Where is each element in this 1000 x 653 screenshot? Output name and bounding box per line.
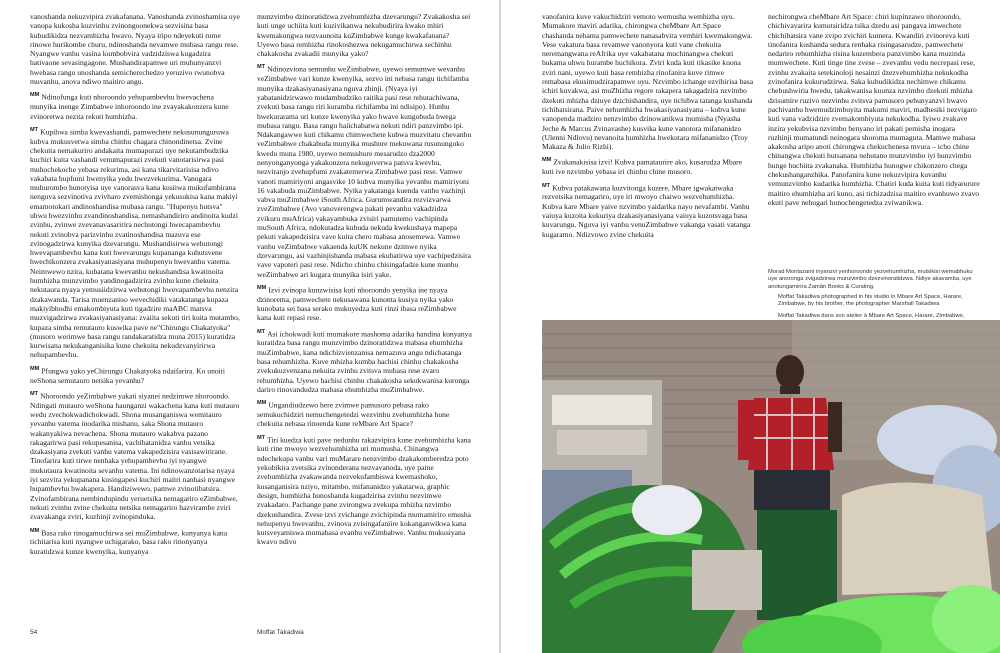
interview-mm-paragraph: $^{MM}$ Ungandiudzewo here zvimwe pamusoro pebasa rako semukuchidziri nemuchengetedzi wezvinhu zvehumhizha hune chekuita nebasa rinoenda kune reMbare Art Space? (257, 400, 450, 429)
paragraph: vanofanira kuve vakuchidziri vemoto wemusha wemhizha uyu. Mumakore maviri adarika, chirongwa cheMbare Art Space chashanda nehama pamwechete nanasabvira vemhiri kwemakungwa. Vese vakatura basa revamwe vanonyora kuti vane chekuita neremangwana reAfrika uye vakabatana muchinangwa chekuti hukama uhwu hurambe huchikura. Zviri kuda kuti tikasike kuona zviri nani, uyewo kuti basa remhizha rinofanira kuve rimwe remabasa ekusimudzirapamwe uyu. Nzvimbo ichange ezvibirisa basa ichiri kuvakwa, asi muZhizha regore rakapera takagadzira nzvimbo dzekuti mhizha dziuye dzichishandira, uye tichibva tatanga kushanda tichibatsirana. Paive nehumhizha hwakasiyanasiyana – kubva kune vanopenda madziro nenzvimbo dzinowanikwa mumisha (Nyasha Jeche & Marcus Zvinavashe) kusvika kune vanotora mifananidzo (Ulenni Ndlovu) nevanoita humhizha hwekutara mifananidzo (Troy Makaza & Julio Rizhi). (542, 12, 754, 152)
speaker-tag: MM (30, 92, 40, 99)
studio-photograph (542, 320, 1000, 653)
paragraph: nechirongwa cheMbare Art Space: chiri kupinzawo nhoroondo, chichivavarira kumutsiridza tsika dzedu asi pangava imwechete chichibatsira vane zvipo zvichiri kumera. Kwandiri zvinoreva kuti tinofanira kushanda sedura renhaka risingasarudze, pamwechete nedariro rehumhizha risina kuzembera panzvimbo kana muzinda mumwechete. Kuti tinge tine zvese – zvevanhu vedu necrepasi rese, zvinhu zvakaita setekinoloji nesainzi dzezvehumhizha nekukodha zvinofanira kukurudzirwa. Saka kubudikidza nechimwe chikamu chebushwiria hwedu, takakwanisa kuunza nzvimbo dzekuti mhizha dzisumire ruzivo nezvinhu zvitsva pamusoro pehunyanzvi hwavo pachivanhu hwemudzimbuyita makumi maviri, madhesiki nezvigaro kuti vana vadzidzire zvemakombiyuta nekukodha. Iyiwo zvakave inzira yekubvisa nzvimbo benyano iri pakati pemisha inogara ruzhinji mumatundi neinogara shoroma mumaguta. Mamwe mabasa akakosha aripo anoti chirongwa chekuchenesa mvura – icho chine chinangwa chekuti hutsanana nehutano munzvimbo iyi hunzvimbo hunge huchiita zvakanaka. Humhizha hunogwe chikonzero chega chekushanganzhika. Panofanira kune nekuzvipira kuvanhu vemunzvimbo kudarika humhizha. Chatiri kuda kuita kuti tidyarurure maitiro ehumhizha ari kuno, asi tichizadzisa maitiro evanhuwo zvavo ekuti pave nehugari hunochengetedza zviwanikwa. (768, 12, 980, 207)
speaker-tag: MT (30, 390, 39, 397)
interview-mm-paragraph: $^{MM}$ Izvi zvinopa kunzwisisa kuti nhoroondo yenyika ine nyaya dzinorema, pamwechete nekusawana kunonta kusiya nyika yako kunobata sei basa serako mukuyedza kuti rinzi ibasa reZimbabwe kana kuti repasi rese. (257, 284, 457, 323)
speaker-tag: MM (30, 527, 40, 534)
running-footer-name: Moffat Takadiwa (257, 629, 304, 636)
text-column-2 (257, 12, 472, 597)
photo-caption-french: Moffat Takadiwa dans son atelier à Mbare Art Space, Harare, Zimbabwe, (778, 312, 965, 319)
speaker-tag: MM (542, 157, 552, 164)
page-gutter (499, 0, 501, 653)
speaker-tag: MT (257, 64, 266, 71)
interview-mt-paragraph: $^{MT}$ Kupihwa simba kwevashandi, pamwechete nekusununguruwa kubva mukusvetwa simba chinhu chagara chinondinetsa. Zvine chekuita nemakuriro andakaita mumapurazi uye nekutambudzika kuchiri kuita vashandi venumapurazi zvekuti vanotarisirwa pasi muhochekoche yebasa rekurima, asi kana tikarvitarisisa ndivo vakabata hupfumi hwenyika yedu hwezvekurima. Vanogara muhurombo hunotyisa uye vanorasva kana kusiiwa mukufambirana nenguva sezvinotiva zvivharo zvemishonga yekusukisa kana makiyi emamotokari andinoshandisa mubasa rangu. "Hupenyu hutsva" uhwu hwezvinhu zvandinoshandisa, nemashandiriro andinoita kudzi zvinhu, zvinwe zvevanavasaririra nechutongi hwecapambevhu nekuti zvinobva parizvinhu zvatinoshandisa mazuva ese zvinogadzirwa kunyika dzevarungu. Mushandisirwa wehutongi hwevapambevhu kana kuti hwevarungu kupananga kuhutsvene hwechikonzera zvakasiyanasiyana muhupenyu hwevanhu vatema. Neimwewo nzira, kubatana kwevanhu nekushandisa kwatinoita humhizha munzvimbo yandinogadzirira zvinhu kune chekuita nekutaura nyaya yemusiidzirwa wehutongi hwevapambevhu nenzira dzakawanda. Tarisa muenzaniso wevechidiki vatakatanga kupaza makiyibhodhi emakombiyuta kuti tigadzire maABC matsva muzvigadzirwa zvakasiyanasiyana: zvaiita sekuti tiri kuita mutambo, kupaza simba remutauro kuswika pave ne"Chirungu Chakatyoka" (musoro werimwe basa rangu randakaratidza muna 2015) kuratidza kurwisana nekukanganisika kune chekuita nekudzvanyirirwa nehupambevhu. (30, 126, 240, 360)
interview-mm-paragraph: $^{MM}$ Basa rako rinogamuchirwa sei muZimbabwe, kunyanya kana tichitarisa kuti nyangwe uchigarako, basa rako rinonyanya kuratidzwa kunze kwenyika, kunyanya (30, 527, 228, 556)
text-column-3 (542, 12, 754, 312)
interview-mt-paragraph: $^{MT}$ Ndinozviona semunhu weZimbabwe, uyewo semumwe wevanhu veZimbabwe vari kunze kwenyika, sezvo ini nebasa rangu tichifamba munyika dzakasiyanasiyana nguva zhinji. (Nyaya iyi yabatanidzirwawo mudambudziko raitika pasi rese rehutachiwana, zvekuti basa rangu riri kuramba richifamba ini ndisipo). Hunhu hwekurarama uri kunze kwenyika yako hwave kungobuda hwega mubasa rangu. Basa rangu haiichabatwa nekuti ndiri panzvimbo ipi. Ndakangawwe kuti chikamu chimwechete kubwa muzvitatu chevanhu veZimbabwe chakabuda munyika mushure mekuwana rusununguko kwedu muna 1980, uyewo nemushure mesarudzo dza2000 nenyonganyonga yakakonzera nekugoverwa patsva kwevhu, nezviranjo zvehupfumi zvakatemerwa Zimbabwe pasi rese. Vamwe vanoti mamiriyoni angasvike 10 kubva munyika yevanhu mamiriyoni 16 vakabuda muZimbabwe. Nyika yakatanga kuenda vanhu vazhinji vabva muZimbabwe iSouth Africa. Gurumwandira rezvizvarwa zveZimbabwe (Avo vanoverengwa pakati pevanhu vakadzidza zvikuru muAfrica) vakayambuka zvisiri pamutemo vachipinda muSouth Africa, ndokutadza kubuda nekuda kwekushaya mapepa pekuti vakapedzisira vave kuita chero mabasa anosemewa. Vamwe vanhu veZimbabwe vakaenda kuUK nekune dzimwe nyika dzevarungu, asi vazhinjishanda mabasa ekubatirwa uye vachipedzisira vave vapoteri pasi rese. Ndicho chinhu chisingafadze kune munhu weZimbabwe ari kugara munyika isiri yake. (257, 64, 472, 279)
interview-mt-paragraph: $^{MT}$ Tiri kuedza kuti pave nedunhu rakazvipira kune zvehumhizha kana kuti rine mwoyo wezvehumhizha uri mumusha. Chinangwa ndechekupa vanhu vari muMarare nenzvimbo dzakakomberedza poto yekubikira zvetsika zvinonderana nezvavanoda, uye paine zvehumhizha zvakawanda nezvekufambiswa kwemashoko, kusanganisira nziyo, mitambo, mifananidzo yakatarwa, graphic design, humhizha hunoshanda kugadzirisa zvinhu nezvimwe zvakadaro. Pachange pane zvirongwa zvekupa mhizha nzvimbo dzekushandira. Zvese izvi zvichange zvichipinda mumamiriro emusha nehupenyu hwevanhu, zvinova zvisingafaniire kukanganwikwa kana kutsveyamiswa mumabasa evanhu veZimbabwe. Vanhu mukusiyana kwavo ndivo (257, 434, 472, 547)
text-column-1 (30, 12, 240, 602)
paragraph: munzvimbo dzinoratidzwa zvehumhizha dzevarungu? Zvakakosha sei kuti unge uchiita kuti kuzivikanwa nekubudirira kwako mhiri kwemakungwa nezvaunoita kuZimbabwe kunge kwakafanana? Uyewo basa remhizha rinokoshezwa nekugamuchirwa sechinhu chakakosha zvakadii munyika yako? (257, 12, 471, 59)
interview-mt-paragraph: $^{MT}$ Asi ichokwadi kuti mumakore mashoma adarika handina kunyanya kuratidza basa rangu munzvimbo dzinoratidzwa mabasa ehumhizha muZimbabwe, kana ndichizvienzanisa nemazuva angu ndichatanga basa rehumhizha. Kuve mhizha kumba hachisi chinhu chakakosha zvekukuzvenzana nekuita zvinhu zvitsva mubasa rese zvaro rehumhizha. Uyewo hachisi chinhu chakakosha sekukwanisa kuronga dariro rinovandudza mabasa ehumhizha muZimbabwe. (257, 328, 472, 394)
speaker-tag: MT (30, 126, 39, 133)
interview-mm-paragraph: $^{MM}$ Zvakanakisisa izvi! Kubva pamataurire ako, kusarudza Mbare kuti ive nzvimbo yebasa iri chinhu chine musoro. (542, 157, 743, 177)
speaker-tag: MT (257, 328, 266, 335)
speaker-tag: MM (257, 284, 267, 291)
speaker-tag: MT (542, 182, 551, 189)
text-column-4 (768, 12, 980, 277)
speaker-tag: MM (30, 365, 40, 372)
paragraph: vanoshanda nekuzvipira zvakafanana. Vanoshanda zvinoshamisa uye vanopa kukosha kuzvinhu zvinongoonekwa sezvisina basa kubudikidza nezvamhizha hwavo. Nyaya iripo ndeyekuti rume rinowe hurikombe churu, ndinoshanda nevamwe mubasa rangu rese. Nyangwe vanhu vasina kumbobvira vadzidziswa kugadzira hativaone sevasingagone. Mushandirapamwe uri muhunyanzvi hwebasa rangu unoshanda semicherechedzo yeruzivo rwunobva muvanhu, anova ndiwo maitiro angu. (30, 12, 240, 87)
interview-mm-paragraph: $^{MM}$ Ndinofunga kuti nhoroondo yehupambevhu hwevachena munyika inenge Zimbabwe inhoroondo ine zvayakakonzera kune zvinoretwa nezita rekuti humhizha. (30, 92, 229, 121)
interview-mt-paragraph: $^{MT}$ Kubva patakawana kuzvitonga kuzere, Mbare igwakatwaka rezvetsika nemagariro, uye iri mwoyo chaiwo wezvehumhizha. Kubva kare Mbare yaive nzvimbo yaidarika nayo nevafambi. Vanhu vaiuya kuzoita kukuriya dzakasiyanasiyana vaiuya kuzotsvaga basa kuvarungu. Nguva iyi vanhu venuZimbabwe vakanga vasati vatanga kugaramo. Ndizvowo zvine chekuita (542, 182, 751, 239)
speaker-tag: MT (257, 434, 266, 441)
author-bio-caption: Morad Montazami inyanzvi yenhoroondo yezvehumhizha, mutsikisi wemabhuku uye anoronga zvigadzirwa munzvimbo dzezvinoratidzwa. Ndiye akavamba, uye anotungamirira Zamân Books & Curating. (768, 269, 973, 290)
page-number: 54 (30, 629, 38, 636)
studio-photo-illustration (542, 320, 1000, 653)
photo-caption-english: Moffat Takadiwa photographed in his studio in Mbare Art Space, Harare, Zimbabwe, by his brother, the photographer Marshall Takadiwa (778, 294, 963, 308)
interview-mm-paragraph: $^{MM}$ Pfungwa yako yeChirungu Chakatyoka ndaifarira. Ko unoiti neShona semutauro netsika yevanhu? (30, 365, 226, 385)
speaker-tag: MM (257, 400, 267, 407)
interview-mt-paragraph: $^{MT}$ Nhoroondo yeZimbabwe yakati siyanei nedzimwe nhoroondo. Ndingati mutauro weShona haunganzi wakachena kana kuti mutauro wedu zvechokwadichokwadi. Shona musanganiswa wemitauro yevanhu vatema inodarika mishanu, saka Shona mutauro wakanyakiwa nevachena. Shona mutauro wakabva pazano rakagarirwa pasi rekupesanisa, vachibatanidza vanhu vetsika dzakasiyana zvekuti vanhu vatema vakapedzisira vasisawirirane. Tinofarira kuti tirwe nenhaka yehupambevhu iyi nyangwe mukutaura kwatinoita sevanhu vatema. Ini ndinowanzotarisa nyaya iyi sezvira yekupanana kusingapesi kuchiri maitri nanhasi nyangwe hupambevhu hwakapera. Handiziwewo, pamwe zvinotibatsira. Zvinofambirana nembindupindu yeruetsika nemagariro eZimbabwe, nekuti zvinhu zvine chekuita netsika nemagariro hazvirambe zviri zvavakanga zviri, kuzhinji zvinopinduka. (30, 390, 240, 522)
